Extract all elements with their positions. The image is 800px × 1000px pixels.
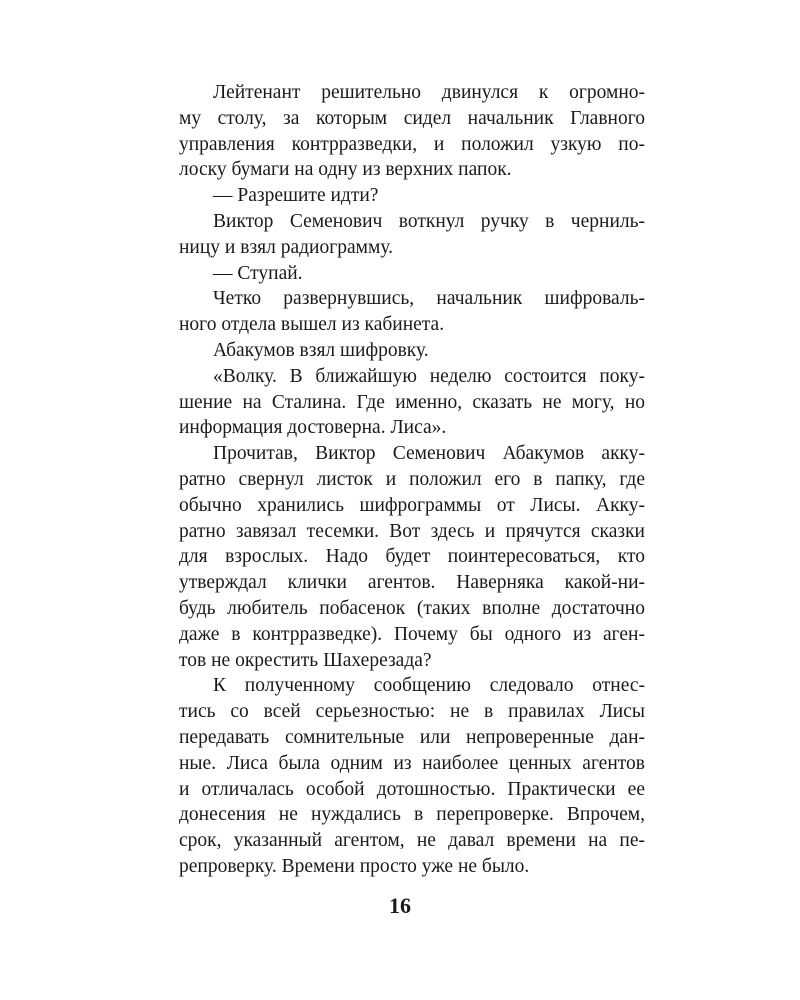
text-line: срок, указанный агентом, не давал времени на пе- — [179, 830, 645, 852]
text-line: будь любитель побасенок (таких вполне достаточно — [179, 597, 645, 619]
text-line: — Ступай. — [213, 262, 303, 284]
text-line: передавать сомнительные или непроверенные дан- — [179, 726, 645, 748]
text-line: ратно свернул листок и положил его в папку, где — [179, 468, 645, 490]
text-line: утверждал клички агентов. Наверняка какой-ни- — [179, 572, 645, 594]
text-line: К полученному сообщению следовало отнес- — [213, 675, 645, 697]
text-line: му столу, за которым сидел начальник Главного — [179, 107, 645, 129]
text-line: Абакумов взял шифровку. — [213, 339, 429, 361]
text-line: ные. Лиса была одним из наиболее ценных агентов — [179, 752, 645, 774]
text-line: ратно завязал тесемки. Вот здесь и прячутся сказки — [179, 520, 645, 542]
text-line: донесения не нуждались в перепроверке. Впрочем, — [179, 804, 645, 826]
text-line: Лейтенант решительно двинулся к огромно- — [213, 82, 645, 103]
text-line: репроверку. Времени просто уже не было. — [179, 855, 530, 877]
text-line: и отличалась особой дотошностью. Практически ее — [179, 778, 645, 800]
text-line: тов не окрестить Шахерезада? — [179, 649, 432, 671]
text-line: управления контрразведки, и положил узкую по- — [179, 133, 645, 155]
text-line: Прочитав, Виктор Семенович Абакумов акку- — [213, 443, 645, 465]
text-line: ного отдела вышел из кабинета. — [179, 314, 445, 336]
text-line: информация достоверна. Лиса». — [179, 417, 447, 439]
text-line: для взрослых. Надо будет поинтересоваться, кто — [179, 546, 645, 568]
page-number: 16 — [389, 893, 411, 918]
text-line: — Разрешите идти? — [213, 185, 379, 207]
text-line: Виктор Семенович воткнул ручку в черниль- — [213, 210, 645, 232]
text-line: даже в контрразведке). Почему бы одного из аген- — [179, 623, 645, 645]
text-line: лоску бумаги на одну из верхних папок. — [179, 159, 512, 181]
text-line: Четко развернувшись, начальник шифроваль- — [213, 288, 645, 310]
text-line: тись со всей серьезностью: не в правилах Лисы — [179, 701, 645, 723]
text-line: обычно хранились шифрограммы от Лисы. Акку- — [179, 494, 645, 516]
text-line: «Волку. В ближайшую неделю состоится поку- — [213, 365, 645, 387]
book-page-body — [179, 80, 645, 880]
text-line: шение на Сталина. Где именно, сказать не могу, но — [179, 391, 645, 413]
text-line: ницу и взял радиограмму. — [179, 236, 393, 258]
